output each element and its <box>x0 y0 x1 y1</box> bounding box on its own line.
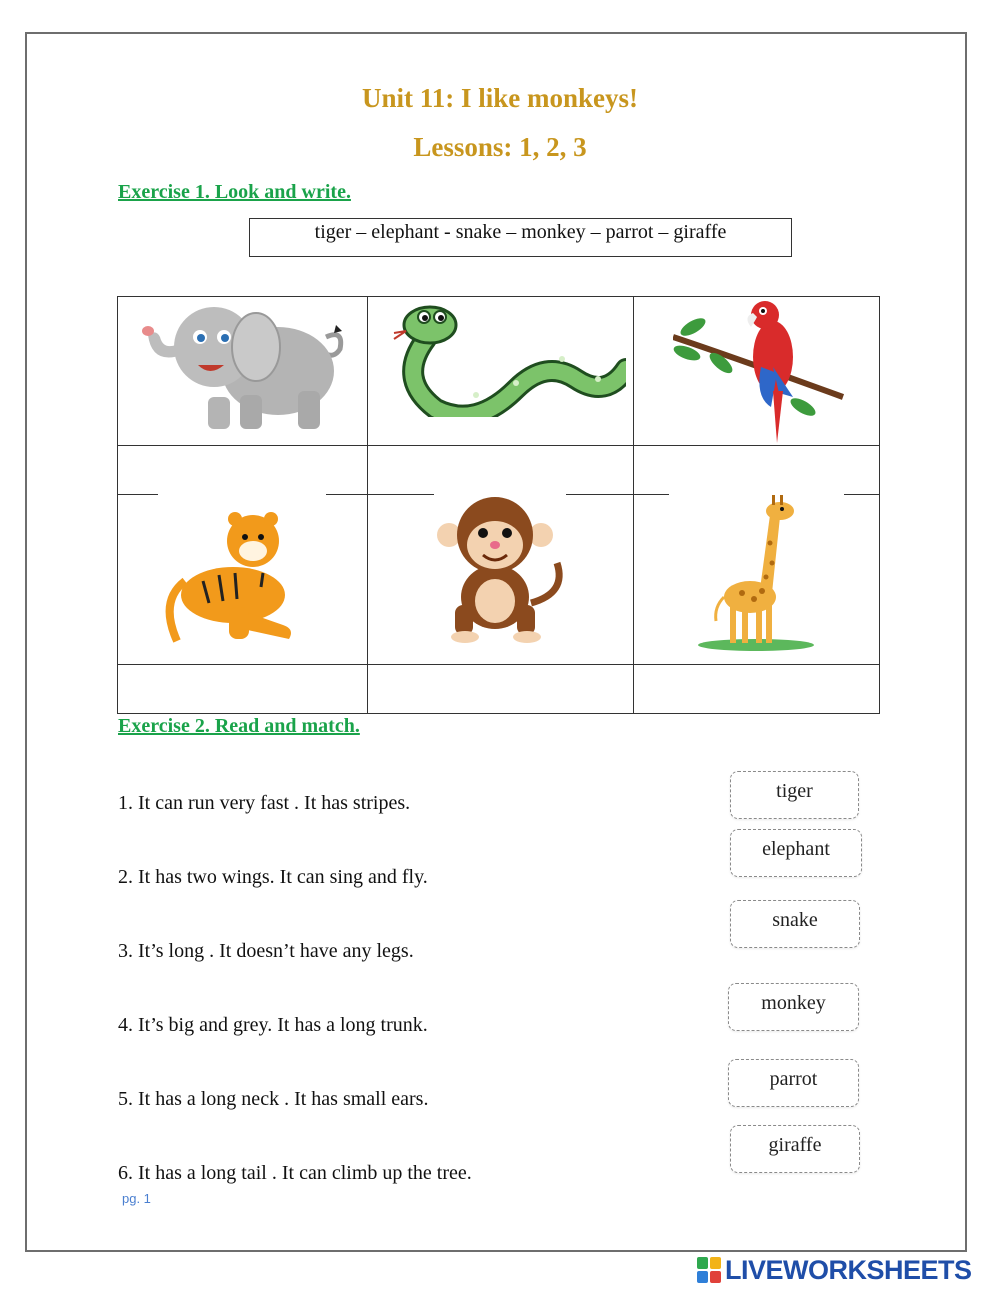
match-sentence-1: 1. It can run very fast . It has stripes. <box>118 792 411 814</box>
elephant-picture <box>138 299 348 437</box>
snake-picture <box>386 299 626 417</box>
match-option-giraffe[interactable]: giraffe <box>730 1125 860 1173</box>
answer-input-6[interactable] <box>640 669 878 711</box>
match-option-tiger[interactable]: tiger <box>730 771 859 819</box>
grid-line <box>367 297 368 713</box>
answer-input-4[interactable] <box>124 669 364 711</box>
match-sentence-2: 2. It has two wings. It can sing and fly. <box>118 866 428 888</box>
match-sentence-6: 6. It has a long tail . It can climb up the tree. <box>118 1162 472 1184</box>
grid-line <box>118 494 158 495</box>
word-bank: tiger – elephant - snake – monkey – parrot – giraffe <box>249 218 792 257</box>
match-option-elephant[interactable]: elephant <box>730 829 862 877</box>
exercise2-heading: Exercise 2. Read and match. <box>118 715 360 737</box>
grid-line <box>844 494 879 495</box>
grid-line <box>633 297 634 713</box>
page-subtitle: Lessons: 1, 2, 3 <box>413 132 587 162</box>
liveworksheets-logo[interactable] <box>697 1255 972 1285</box>
monkey-picture <box>431 493 566 643</box>
match-option-monkey[interactable]: monkey <box>728 983 859 1031</box>
exercise1-heading: Exercise 1. Look and write. <box>118 181 351 203</box>
tiger-picture <box>163 511 328 651</box>
answer-input-5[interactable] <box>374 669 632 711</box>
match-option-snake[interactable]: snake <box>730 900 860 948</box>
answer-input-2[interactable] <box>374 449 632 491</box>
liveworksheets-logo-text: LIVEWORKSHEETS <box>725 1254 972 1285</box>
page-number: pg. 1 <box>122 1191 151 1206</box>
giraffe-picture <box>696 493 816 653</box>
grid-line <box>566 494 669 495</box>
match-sentence-4: 4. It’s big and grey. It has a long trunk. <box>118 1014 428 1036</box>
match-sentence-5: 5. It has a long neck . It has small ears. <box>118 1088 429 1110</box>
match-sentence-3: 3. It’s long . It doesn’t have any legs. <box>118 940 414 962</box>
grid-line <box>118 664 879 665</box>
liveworksheets-logo-icon <box>697 1257 721 1283</box>
page-title: Unit 11: I like monkeys! <box>361 83 639 113</box>
match-option-parrot[interactable]: parrot <box>728 1059 859 1107</box>
answer-input-1[interactable] <box>124 449 364 491</box>
grid-line <box>118 445 879 446</box>
picture-grid <box>117 296 880 714</box>
parrot-picture <box>673 297 848 445</box>
answer-input-3[interactable] <box>640 449 878 491</box>
grid-line <box>326 494 434 495</box>
